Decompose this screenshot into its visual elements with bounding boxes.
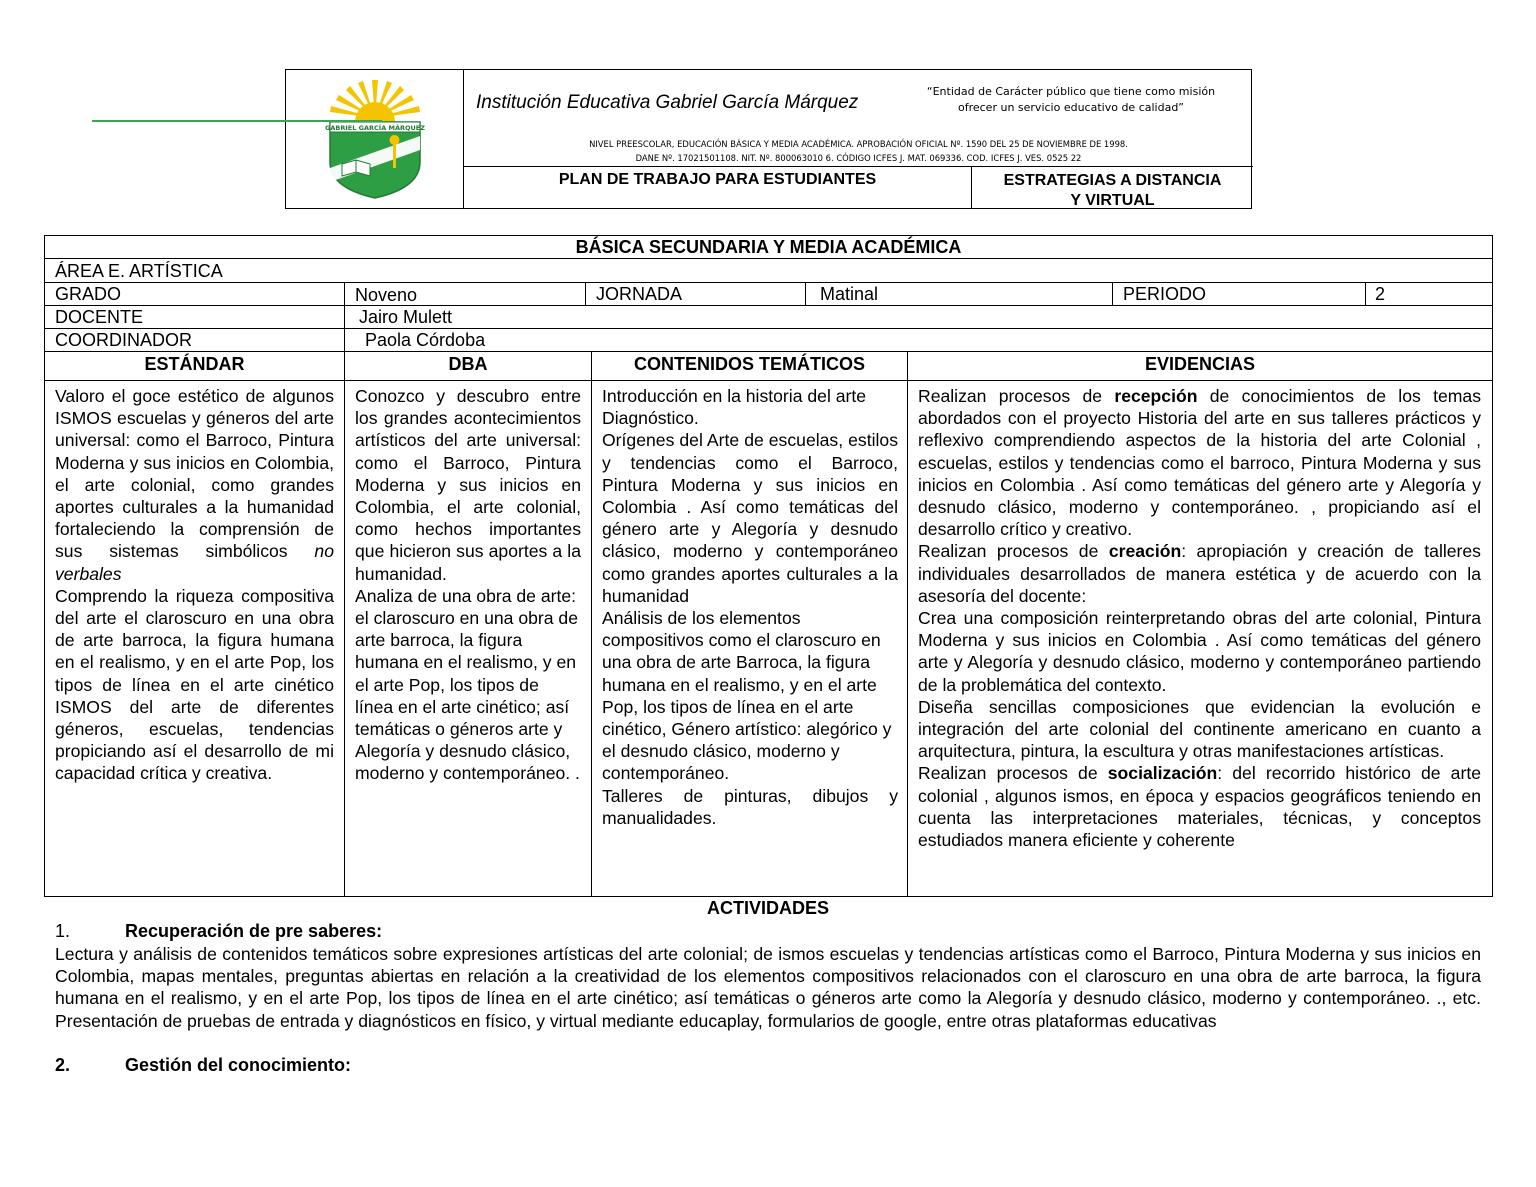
activity-1-title: Recuperación de pre saberes: (125, 921, 383, 941)
levels-line-2: DANE Nº. 17021501108. NIT. Nº. 800063010 6. CÓDIGO ICFES J. MAT. 069336. COD. ICFES J. VES. 0525 22 (635, 153, 1082, 163)
school-logo (286, 70, 464, 208)
document-header (285, 69, 1252, 209)
activity-2-title: Gestión del conocimiento: (125, 1055, 352, 1075)
green-accent-line (92, 120, 382, 122)
dba-cell (355, 385, 581, 785)
evidencias-paragraph-4: Diseña sencillas composiciones que evidencian la evolución e integración del arte colonial del continente americano en cuanto a arquitectura, pintura, la escultura y otras manifestaciones artísticas. (918, 696, 1481, 762)
header-divider (464, 166, 1253, 167)
table-title: BÁSICA SECUNDARIA Y MEDIA ACADÉMICA (575, 237, 962, 257)
coordinador-value: Paola Córdoba (365, 330, 486, 350)
activity-1-text: Lectura y análisis de contenidos temáticos sobre expresiones artísticas del arte colonial; de ismos escuelas y tendencias artísticas como el Barroco, Pintura Moderna y sus inicios en Colombia, mapas mentales, preguntas abiertas en relación a la creatividad de los elementos compositivos relacionados con el claroscuro en una obra de arte barroca, la figura humana en el realismo, y en el arte Pop, los tipos de línea en el arte cinético; así temáticas o géneros arte como la Alegoría y desnudo clásico, moderno y contemporáneo. ., etc. Presentación de pruebas de entrada y diagnósticos en físico, y virtual mediante educaplay, formularios de google, entre otras plataformas educativas (55, 944, 1481, 1031)
col-header-evidencias: EVIDENCIAS (1144, 354, 1256, 374)
col-header-dba: DBA (448, 354, 488, 374)
evidencias-paragraph-1: Realizan procesos de recepción de conocimientos de los temas abordados con el proyecto Historia del arte en sus talleres prácticos y reflexivo comprendiendo aspectos de la historia del arte Colonial , escuelas, estilos y tendencias como el barroco, Pintura Moderna y sus inicios en Colombia . Así como temáticas del género arte y Alegoría y desnudo clásico, moderno y contemporáneo. , propiciando así el desarrollo crítico y creativo. (918, 386, 1481, 540)
area-label: ÁREA E. ARTÍSTICA (55, 261, 223, 281)
institution-name: Institución Educativa Gabriel García Márquez (476, 92, 859, 113)
motto-line-2: ofrecer un servicio educativo de calidad” (957, 101, 1184, 114)
logo-cell (286, 70, 464, 208)
dba-paragraph-2: Analiza de una obra de arte: el claroscuro en una obra de arte barroca, la figura humana en el realismo, y en el arte Pop, los tipos de línea en el arte cinético; así temáticas o géneros arte y Alegoría y desnudo clásico, moderno y contemporáneo. . (355, 585, 580, 784)
institution-motto (906, 84, 1236, 116)
contenidos-paragraph-3: Análisis de los elementos compositivos como el claroscuro en una obra de arte Barroca, la figura humana en el realismo, y en el arte Pop, los tipos de línea en el arte cinético, Género artístico: alegórico y el desnudo clásico, moderno y contemporáneo. (602, 608, 892, 784)
contenidos-paragraph-1: Introducción en la historia del arte Diagnóstico. (602, 386, 867, 429)
grado-value: Noveno (355, 285, 418, 305)
evidencias-cell (918, 385, 1481, 851)
strategy-title (972, 171, 1253, 211)
coordinador-label: COORDINADOR (55, 330, 193, 350)
dba-paragraph-1: Conozco y descubro entre los grandes acontecimientos artísticos del arte universal: como el Barroco, Pintura Moderna y sus inicios en Colombia, el arte colonial, como hechos importantes que hicieron sus aportes a la humanidad. (355, 386, 581, 584)
evidencias-paragraph-2: Realizan procesos de creación: apropiación y creación de talleres individuales desarrollados de manera estética y de acuerdo con la asesoría del docente: (918, 541, 1481, 606)
evidencias-paragraph-3: Crea una composición reinterpretando obras del arte colonial, Pintura Moderna y sus inicios en Colombia . Así como temáticas del género arte y Alegoría y desnudo clásico, moderno y contemporáneo partiendo de la problemática del contexto. (918, 608, 1481, 695)
strategy-line-2: Y VIRTUAL (1070, 192, 1155, 209)
col-header-contenidos: CONTENIDOS TEMÁTICOS (633, 354, 865, 374)
col-header-estandar: ESTÁNDAR (144, 354, 245, 374)
estandar-paragraph-1: Valoro el goce estético de algunos ISMOS escuelas y géneros del arte universal: como el Barroco, Pintura Moderna y sus inicios en Colombia, el arte colonial, como grandes aportes culturales a la humanidad fortaleciendo la comprensión de sus sistemas simbólicos no verbales (55, 386, 334, 584)
strategy-line-1: ESTRATEGIAS A DISTANCIA (1003, 172, 1222, 189)
periodo-label: PERIODO (1123, 284, 1207, 304)
logo-school-text: GABRIEL GARCÍA MÁRQUEZ (325, 124, 425, 132)
motto-line-1: “Entidad de Carácter público que tiene como misión (926, 85, 1216, 98)
docente-label: DOCENTE (55, 307, 144, 327)
periodo-value: 2 (1375, 284, 1386, 304)
grado-label: GRADO (55, 284, 122, 304)
plan-table (44, 235, 1493, 897)
levels-line-1: NIVEL PREESCOLAR, EDUCACIÓN BÁSICA Y MEDIA ACADÉMICA. APROBACIÓN OFICIAL Nº. 1590 DEL 25 DE NOVIEMBRE DE 1998. (589, 139, 1128, 149)
docente-value: Jairo Mulett (359, 307, 453, 327)
evidencias-paragraph-5: Realizan procesos de socialización: del recorrido histórico de arte colonial , algunos ismos, en época y espacios geográficos teniendo en cuenta las interpretaciones materiales, técnicas, y conceptos estudiados manera eficiente y coherente (918, 763, 1481, 851)
contenidos-paragraph-4: Talleres de pinturas, dibujos y manualidades. (602, 785, 898, 828)
actividades-title: ACTIVIDADES (706, 898, 829, 918)
jornada-value: Matinal (820, 284, 879, 304)
estandar-cell (55, 385, 334, 785)
estandar-paragraph-2: Comprendo la riqueza compositiva del arte el claroscuro en una obra de arte barroca, la figura humana en el realismo, y en el arte Pop, los tipos de línea en el arte cinético ISMOS del arte de diferentes géneros, escuelas, tendencias propiciando así el desarrollo de mi capacidad crítica y creativa. (55, 585, 334, 784)
contenidos-paragraph-2: Orígenes del Arte de escuelas, estilos y tendencias como el Barroco, Pintura Moderna y sus inicios en Colombia . Así como temáticas del género arte y Alegoría y desnudo clásico, moderno y contemporáneo como grandes aportes culturales a la humanidad (602, 430, 898, 606)
contenidos-cell (602, 385, 898, 829)
plan-title: PLAN DE TRABAJO PARA ESTUDIANTES (558, 171, 877, 188)
activity-2-number: 2. (55, 1055, 71, 1075)
institution-details (464, 137, 1253, 165)
jornada-label: JORNADA (596, 284, 683, 304)
activity-1-number: 1. (55, 921, 71, 941)
